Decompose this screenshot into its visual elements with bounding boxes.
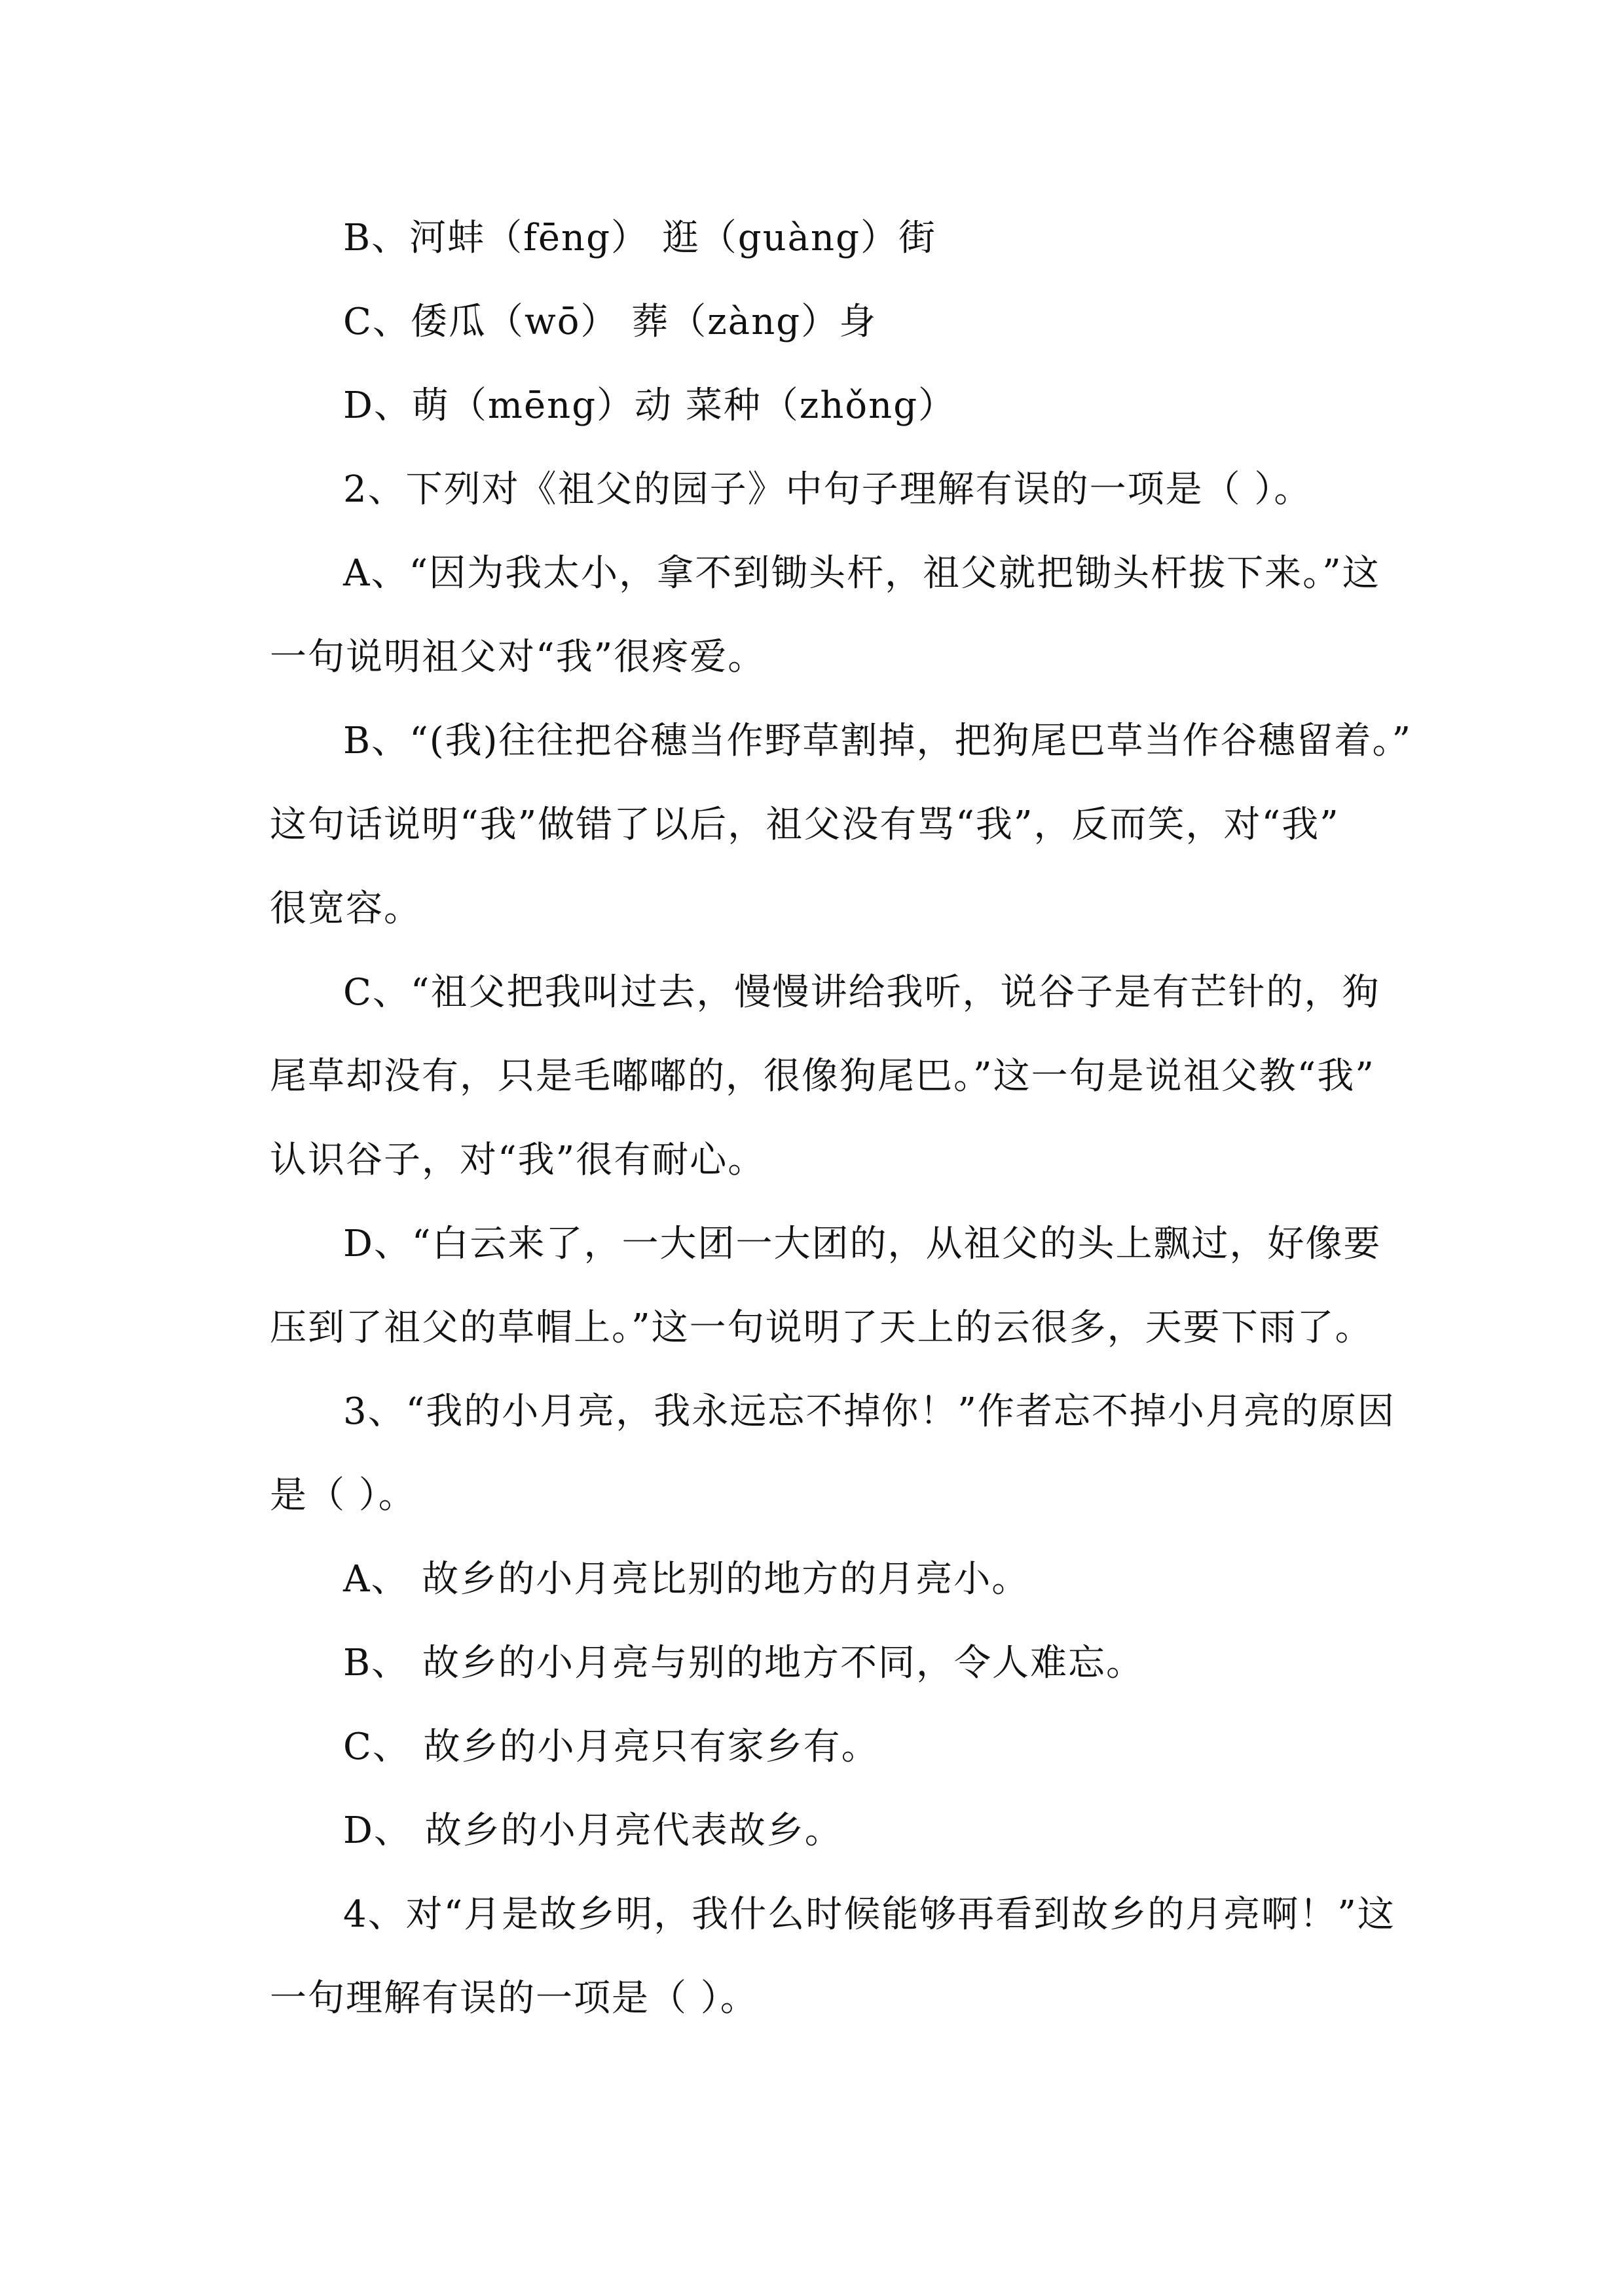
question-2-option-b-line-1: B、“(我)往往把谷穗当作野草割掉，把狗尾巴草当作谷穗留着。” [343, 720, 1412, 762]
option-b-pinyin: B、河蚌（fēng） 逛（guàng）街 [343, 217, 936, 259]
question-3-option-a: A、 故乡的小月亮比别的地方的月亮小。 [343, 1558, 1030, 1601]
option-c-pinyin: C、倭瓜（wō） 葬（zàng）身 [343, 301, 877, 343]
question-3-option-d: D、 故乡的小月亮代表故乡。 [343, 1809, 843, 1852]
question-3-title-line-1: 3、“我的小月亮，我永远忘不掉你！”作者忘不掉小月亮的原因 [343, 1390, 1395, 1433]
question-2-option-c-line-2: 尾草却没有，只是毛嘟嘟的，很像狗尾巴。”这一句是说祖父教“我” [270, 1055, 1375, 1098]
question-4-title-line-2: 一句理解有误的一项是（ ）。 [270, 1977, 758, 2020]
document-body [270, 196, 1412, 2041]
question-2-option-b-line-2: 这句话说明“我”做错了以后，祖父没有骂“我”，反而笑，对“我” [270, 804, 1340, 846]
question-3-title-line-2: 是（ ）。 [270, 1474, 416, 1517]
question-4-title-line-1: 4、对“月是故乡明，我什么时候能够再看到故乡的月亮啊！”这 [343, 1893, 1395, 1936]
question-3-option-b: B、 故乡的小月亮与别的地方不同，令人难忘。 [343, 1642, 1144, 1684]
question-3-option-c: C、 故乡的小月亮只有家乡有。 [343, 1726, 879, 1768]
question-2-option-c-line-3: 认识谷子，对“我”很有耐心。 [270, 1139, 766, 1181]
question-2-option-d-line-2: 压到了祖父的草帽上。”这一句说明了天上的云很多，天要下雨了。 [270, 1306, 1373, 1349]
question-2-title: 2、下列对《祖父的园子》中句子理解有误的一项是（ ）。 [343, 468, 1312, 511]
question-2-option-a-line-1: A、“因为我太小，拿不到锄头杆，祖父就把锄头杆拔下来。”这 [343, 552, 1380, 595]
question-2-option-d-line-1: D、“白云来了，一大团一大团的，从祖父的头上飘过，好像要 [343, 1223, 1382, 1265]
question-2-option-b-line-3: 很宽容。 [270, 887, 422, 930]
option-d-pinyin: D、萌（mēng）动 菜种（zhǒng） [343, 384, 957, 427]
question-2-option-a-line-2: 一句说明祖父对“我”很疼爱。 [270, 636, 766, 678]
question-2-option-c-line-1: C、“祖父把我叫过去，慢慢讲给我听，说谷子是有芒针的，狗 [343, 971, 1380, 1014]
